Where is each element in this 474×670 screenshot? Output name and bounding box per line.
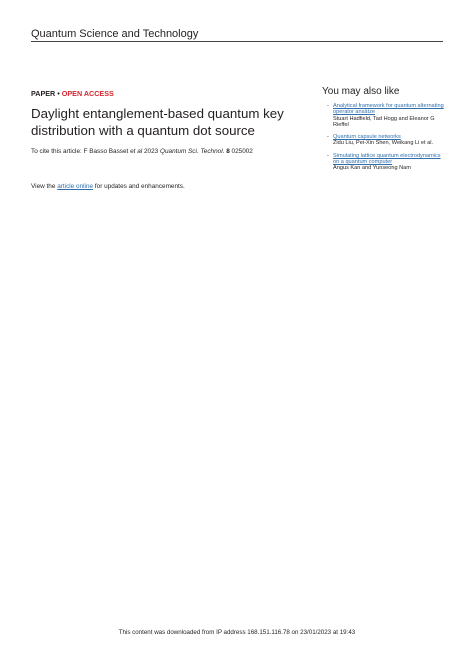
related-item-link[interactable]: Analytical framework for quantum alternating operator ansätze [333,103,444,116]
related-item-authors: Zidu Liu, Pei-Xin Shen, Weikang Li et al. [333,140,434,147]
related-item [322,153,447,172]
download-footer: This content was downloaded from IP address 168.151.116.78 on 23/01/2023 at 19:43 [118,629,356,636]
citation-volume: 8 [226,148,230,155]
citation-year: 2023 [143,148,159,155]
related-item [322,103,447,128]
view-online-suffix: for updates and enhancements. [94,183,185,190]
list-dash: - [327,134,329,141]
article-type-row [31,89,114,98]
view-online-line [31,183,185,190]
paper-label: PAPER [31,89,56,98]
citation-article-number: 025002 [231,148,253,155]
citation-journal: Quantum Sci. Technol. [159,148,225,155]
label-separator: • [57,89,60,98]
header-divider [31,41,443,42]
article-title: Daylight entanglement-based quantum key distribution with a quantum dot source [31,106,284,138]
citation-prefix: To cite this article: F Basso Basset [31,148,129,155]
citation-line [31,148,253,155]
related-item-authors: Angus Kan and Yunseong Nam [333,165,411,172]
related-item-link[interactable]: Quantum capsule networks [333,134,401,141]
sidebar-heading: You may also like [322,86,400,97]
related-item-authors: Stuart Hadfield, Tad Hogg and Eleanor G Rieffel [333,115,435,128]
open-access-label: OPEN ACCESS [61,89,114,98]
related-articles-sidebar [322,86,447,178]
citation-etal: et al [130,148,143,155]
journal-title: Quantum Science and Technology [31,28,199,40]
list-dash: - [327,103,329,109]
related-item [322,134,447,147]
article-online-link[interactable]: article online [57,183,94,190]
list-dash: - [327,152,329,159]
related-item-link[interactable]: Simulating lattice quantum electrodynamics on a quantum computer [333,152,441,166]
view-online-prefix: View the [31,183,56,190]
